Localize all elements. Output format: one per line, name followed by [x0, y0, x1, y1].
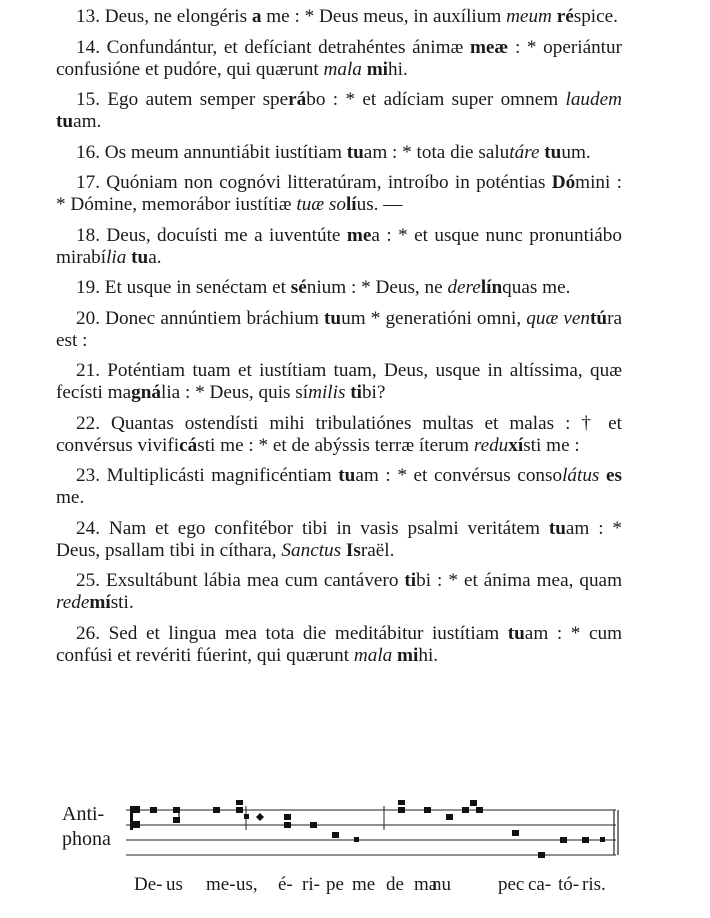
antiphon-syllable: ca-: [528, 874, 552, 895]
antiphon-syllable: ris.: [582, 874, 606, 895]
verse-text-run: 20. Donec annúntiem bráchium: [76, 307, 325, 329]
verse-text-run: bo : * et adíciam super omnem: [306, 89, 566, 110]
antiphon-syllable: De-: [134, 874, 163, 895]
psalm-verse: [56, 413, 622, 457]
verse-text-run: mini : * Dómine, memorábor iustítiæ: [56, 172, 622, 215]
verse-text-run: táre: [509, 141, 540, 163]
verse-text-run: a : * et usque nunc pronuntiábo mirabí: [56, 224, 622, 268]
psalm-verse: [56, 465, 622, 509]
verse-text-run: Sanctus: [281, 539, 342, 561]
antiphon-label: [62, 802, 111, 852]
psalm-verse: [56, 360, 622, 404]
verse-text-run: hi.: [388, 58, 408, 80]
verse-text-run: rá: [288, 89, 307, 110]
verse-text-run: 16. Os meum annuntiábit iustítiam: [76, 141, 347, 163]
psalm-verse: [56, 6, 622, 28]
verse-text-run: milis: [308, 382, 346, 403]
psalm-verse: [56, 623, 622, 667]
antiphon-syllable: ri-: [302, 874, 320, 895]
staff-lines: [126, 810, 616, 855]
verse-text-run: tu: [507, 622, 525, 644]
verse-text-run: tu: [338, 465, 356, 486]
psalm-verse: [56, 225, 622, 269]
antiphon-label-line2: phona: [62, 828, 111, 850]
antiphon-syllable: pec: [498, 874, 525, 895]
verse-text-run: látus: [562, 465, 600, 486]
psalm-verse: [56, 142, 622, 164]
psalm-verses: [56, 6, 622, 675]
antiphon-syllable: me: [352, 874, 376, 895]
verse-text-run: um.: [561, 141, 591, 163]
antiphon-syllable: tó-: [558, 874, 580, 895]
verse-text-run: a.: [148, 246, 162, 268]
verse-text-run: lia: [106, 246, 127, 268]
verse-text-run: so: [328, 194, 346, 215]
antiphon-syllable: nu: [432, 874, 451, 895]
verse-text-run: us. —: [356, 194, 403, 215]
verse-text-run: ti: [350, 382, 362, 403]
final-barline: [614, 810, 618, 855]
do-clef-icon: [130, 806, 140, 830]
verse-text-run: 19. Et usque in senéctam et: [76, 277, 291, 298]
verse-text-run: me: [346, 224, 372, 246]
verse-text-run: nium : * Deus, ne: [306, 277, 448, 298]
antiphon-syllable: us,: [236, 874, 258, 895]
verse-text-run: am : * Deus, psallam tibi in cíthara,: [56, 517, 622, 561]
neumes: [150, 800, 605, 858]
verse-text-run: sé: [290, 277, 307, 298]
verse-text-run: ra est :: [56, 307, 622, 351]
verse-text-run: meæ: [469, 36, 509, 58]
verse-text-run: me.: [56, 487, 85, 508]
antiphon-syllable: de: [386, 874, 404, 895]
antiphon-syllable: é-: [278, 874, 293, 895]
verse-text-run: quæ ven: [526, 307, 591, 329]
verse-text-run: mí: [89, 592, 111, 613]
verse-text-run: 24. Nam et ego confitébor tibi in vasis psalmi veritátem: [76, 517, 549, 539]
verse-text-run: um * generatióni omni,: [341, 307, 527, 329]
verse-text-run: bi?: [361, 382, 386, 403]
verse-text-run: sti me : * et de abýssis terræ íterum: [197, 434, 474, 456]
antiphon-syllable: pe: [326, 874, 344, 895]
verse-text-run: tuæ: [296, 194, 325, 215]
verse-text-run: lia : * Deus, quis sí: [160, 382, 309, 403]
verse-text-run: 18. Deus, docuísti me a iuventúte: [76, 224, 347, 246]
verse-text-run: tu: [544, 141, 562, 163]
verse-text-run: mi: [366, 58, 389, 80]
psalm-verse: [56, 308, 622, 352]
verse-text-run: mala: [323, 58, 362, 80]
psalm-verse: [56, 277, 622, 299]
verse-text-run: am.: [73, 111, 102, 132]
antiphon-syllable: ma: [414, 874, 438, 895]
verse-text-run: : * operiántur confusióne et pudóre, qui quærunt: [56, 36, 622, 80]
verse-text-run: tu: [548, 517, 566, 539]
verse-text-run: mala: [353, 644, 393, 666]
verse-text-run: cá: [179, 434, 198, 456]
verse-text-run: 17. Quóniam non cognóvi litteratúram, introíbo in poténtias: [76, 172, 552, 193]
verse-text-run: xí: [508, 434, 524, 456]
verse-text-run: 14. Confundántur, et defíciant detrahéntes ánimæ: [76, 36, 470, 58]
verse-text-run: am : * et convérsus conso: [355, 465, 563, 486]
verse-text-run: tu: [346, 141, 364, 163]
antiphon-syllable: us: [166, 874, 183, 895]
chant-staff: [126, 796, 626, 872]
verse-text-run: spice.: [573, 6, 618, 27]
antiphon-syllable: me-: [206, 874, 236, 895]
psalm-verse: [56, 518, 622, 562]
verse-text-run: gná: [131, 382, 161, 403]
verse-text-run: meum: [506, 6, 552, 27]
verse-text-run: lí: [345, 194, 357, 215]
verse-text-run: lín: [480, 277, 503, 298]
verse-text-run: mi: [397, 644, 419, 666]
verse-text-run: a: [251, 6, 262, 27]
verse-text-run: tú: [590, 307, 608, 329]
verse-text-run: redu: [473, 434, 509, 456]
verse-text-run: Is: [345, 539, 361, 561]
verse-text-run: dere: [447, 277, 481, 298]
psalm-verse: [56, 89, 622, 133]
verse-text-run: ti: [404, 570, 417, 591]
verse-text-run: am : * tota die salu: [363, 141, 510, 163]
antiphon-label-line1: Anti-: [62, 803, 105, 825]
verse-text-run: 23. Multiplicásti magnificéntiam: [76, 465, 339, 486]
verse-text-run: 25. Exsultábunt lábia mea cum cantávero: [76, 570, 405, 591]
verse-text-run: sti.: [110, 592, 134, 613]
verse-text-run: hi.: [418, 644, 439, 666]
verse-text-run: Dó: [551, 172, 576, 193]
antiphon-block: [0, 786, 710, 918]
verse-text-run: bi : * et ánima mea, quam: [416, 570, 623, 591]
psalm-verse: [56, 570, 622, 614]
verse-text-run: tu: [131, 246, 149, 268]
verse-text-run: 26. Sed et lingua mea tota die meditábitur iustítiam: [76, 622, 508, 644]
antiphon-lyrics: [134, 874, 614, 900]
verse-text-run: es: [606, 465, 622, 486]
psalm-verse: [56, 37, 622, 81]
verse-text-run: 15. Ego autem semper spe: [76, 89, 289, 110]
verse-text-run: rede: [56, 592, 90, 613]
verse-text-run: me : * Deus meus, in auxílium: [261, 6, 507, 27]
verse-text-run: laudem: [565, 89, 622, 110]
verse-text-run: 21. Poténtiam tuam et iustítiam tuam, Deus, usque in altíssima, quæ fecísti ma: [56, 360, 622, 403]
verse-text-run: tu: [324, 307, 342, 329]
psalm-verse: [56, 172, 622, 216]
verse-text-run: 13. Deus, ne elongéris: [76, 6, 252, 27]
verse-text-run: raël.: [360, 539, 395, 561]
verse-text-run: 22. Quantas ostendísti mihi tribulatiónes multas et malas : † et convérsus vivifi: [56, 412, 622, 456]
verse-text-run: tu: [56, 111, 74, 132]
verse-text-run: am : * cum confúsi et revériti fúerint, qui quærunt: [56, 622, 622, 666]
verse-text-run: ré: [556, 6, 574, 27]
verse-text-run: sti me :: [523, 434, 580, 456]
verse-text-run: quas me.: [502, 277, 571, 298]
